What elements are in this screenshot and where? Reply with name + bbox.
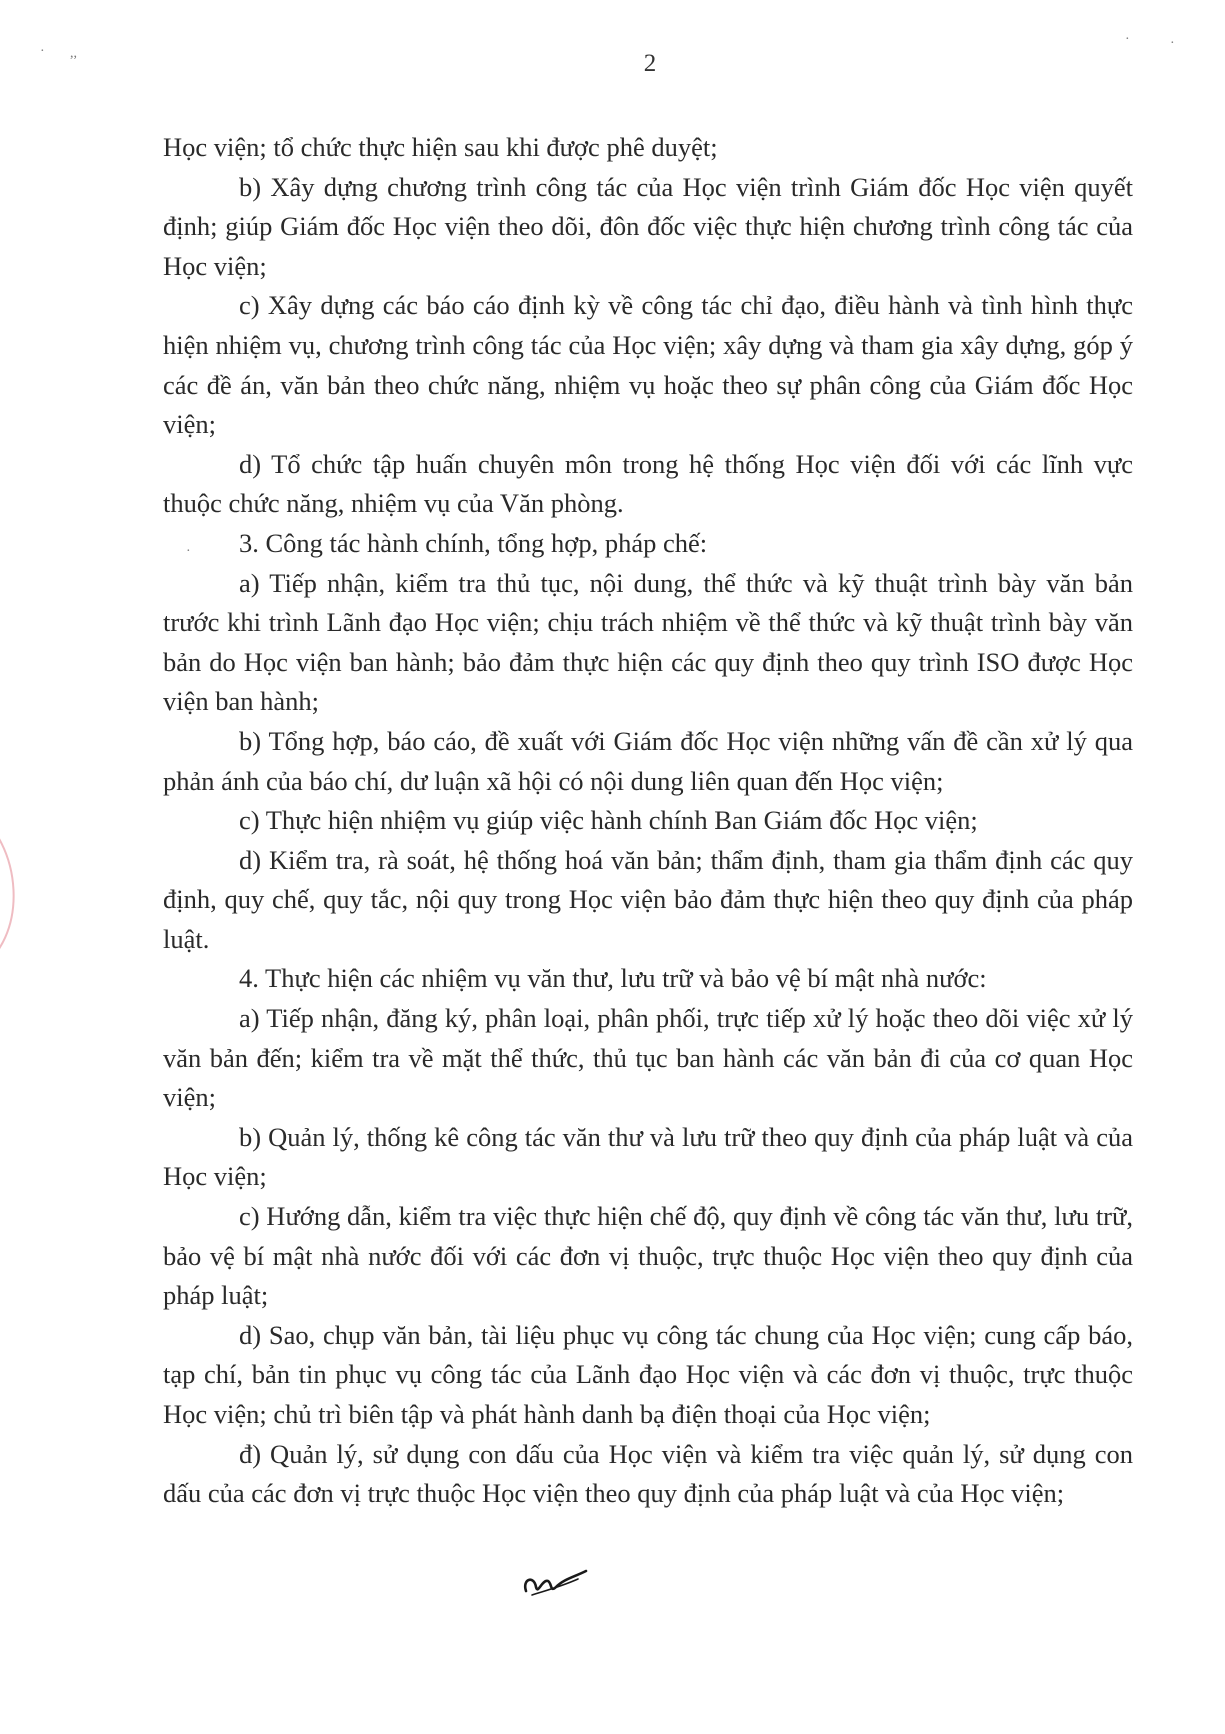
paragraph-3b: b) Tổng hợp, báo cáo, đề xuất với Giám đốc Học viện những vấn đề cần xử lý qua phản ánh của báo chí, dư luận xã hội có nội dung liên quan đến Học viện; [163,725,1133,796]
red-stamp-edge [0,800,42,980]
section-3-heading: 3. Công tác hành chính, tổng hợp, pháp chế: [239,527,708,558]
scan-speck: · [1125,32,1130,47]
document-body [163,128,1133,1514]
initials-signature [520,1565,590,1601]
paragraph-2b: b) Xây dựng chương trình công tác của Học viện trình Giám đốc Học viện quyết định; giúp Giám đốc Học viện theo dõi, đôn đốc việc thực hiện chương trình công tác của Học viện; [163,171,1133,281]
paragraph-3c: c) Thực hiện nhiệm vụ giúp việc hành chính Ban Giám đốc Học viện; [239,805,978,836]
page-number: 2 [643,50,657,77]
paragraph-4a: a) Tiếp nhận, đăng ký, phân loại, phân phối, trực tiếp xử lý hoặc theo dõi việc xử lý văn bản đến; kiểm tra về mặt thể thức, thủ tục ban hành các văn bản đi của cơ quan Học viện; [163,1003,1133,1113]
paragraph-3d: d) Kiểm tra, rà soát, hệ thống hoá văn bản; thẩm định, tham gia thẩm định các quy định, quy chế, quy tắc, nội quy trong Học viện bảo đảm thực hiện theo quy định của pháp luật. [163,844,1133,954]
scan-speck: · [1170,36,1175,51]
section-4-heading: 4. Thực hiện các nhiệm vụ văn thư, lưu trữ và bảo vệ bí mật nhà nước: [239,963,987,994]
scan-speck: ,, [70,46,77,61]
scan-speck: · [40,44,45,59]
paragraph-4b: b) Quản lý, thống kê công tác văn thư và lưu trữ theo quy định của pháp luật và của Học viện; [163,1121,1133,1192]
paragraph-continuation: Học viện; tổ chức thực hiện sau khi được phê duyệt; [163,132,718,162]
paragraph-2d: d) Tổ chức tập huấn chuyên môn trong hệ thống Học viện đối với các lĩnh vực thuộc chức năng, nhiệm vụ của Văn phòng. [163,448,1133,519]
scan-speck: · [186,544,191,559]
paragraph-4dd: đ) Quản lý, sử dụng con dấu của Học viện và kiểm tra việc quản lý, sử dụng con dấu của các đơn vị trực thuộc Học viện theo quy định của pháp luật và của Học viện; [163,1438,1133,1509]
paragraph-3a: a) Tiếp nhận, kiểm tra thủ tục, nội dung, thể thức và kỹ thuật trình bày văn bản trước khi trình Lãnh đạo Học viện; chịu trách nhiệm về thể thức và kỹ thuật trình bày văn bản do Học viện ban hành; bảo đảm thực hiện các quy định theo quy trình ISO được Học viện ban hành; [163,567,1133,717]
paragraph-2c: c) Xây dựng các báo cáo định kỳ về công tác chỉ đạo, điều hành và tình hình thực hiện nhiệm vụ, chương trình công tác của Học viện; xây dựng và tham gia xây dựng, góp ý các đề án, văn bản theo chức năng, nhiệm vụ hoặc theo sự phân công của Giám đốc Học viện; [163,290,1133,440]
paragraph-4c: c) Hướng dẫn, kiểm tra việc thực hiện chế độ, quy định về công tác văn thư, lưu trữ, bảo vệ bí mật nhà nước đối với các đơn vị thuộc, trực thuộc Học viện theo quy định của pháp luật; [163,1201,1133,1311]
paragraph-4d: d) Sao, chụp văn bản, tài liệu phục vụ công tác chung của Học viện; cung cấp báo, tạp chí, bản tin phục vụ công tác của Lãnh đạo Học viện và các đơn vị thuộc, trực thuộc Học viện; chủ trì biên tập và phát hành danh bạ điện thoại của Học viện; [163,1319,1133,1429]
